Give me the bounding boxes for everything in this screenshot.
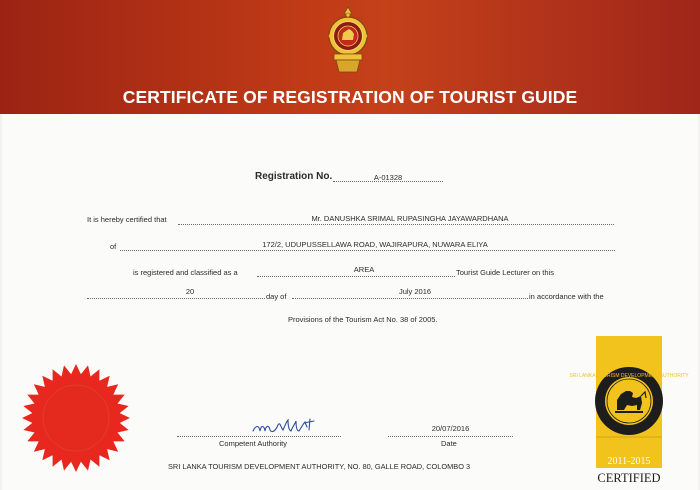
classification-line <box>257 276 455 277</box>
month-year: July 2016 <box>398 287 432 296</box>
day-line <box>87 298 265 299</box>
of-label: of <box>110 242 117 251</box>
national-emblem-icon <box>325 6 371 76</box>
day-value: 20 <box>185 287 195 296</box>
badge-years: 2011-2015 <box>607 456 651 467</box>
registration-number: A-01328 <box>373 173 403 182</box>
date-value: 20/07/2016 <box>431 424 470 433</box>
authority-footer: SRI LANKA TOURISM DEVELOPMENT AUTHORITY, NO. 80, GALLE ROAD, COLOMBO 3 <box>168 462 471 471</box>
badge-ring-text: SRI LANKA TOURISM DEVELOPMENT AUTHORITY <box>569 373 689 379</box>
authority-line <box>177 436 341 437</box>
authority-label: Competent Authority <box>219 439 287 448</box>
certify-text: It is hereby certified that <box>87 215 167 224</box>
certificate-header <box>0 0 700 114</box>
role-text: Tourist Guide Lecturer on this <box>456 268 554 277</box>
address-line <box>120 250 615 251</box>
signature <box>250 416 320 438</box>
registration-label: Registration No. <box>255 171 333 182</box>
seal-icon <box>20 362 132 474</box>
day-label: day of <box>266 292 287 301</box>
act-text: Provisions of the Tourism Act No. 38 of 2005. <box>288 315 438 324</box>
date-line <box>388 436 513 437</box>
name-line <box>178 224 614 225</box>
date-label: Date <box>441 439 457 448</box>
badge-certified: CERTIFIED <box>597 471 661 485</box>
accordance-text: in accordance with the <box>529 292 604 301</box>
guide-name: Mr. DANUSHKA SRIMAL RUPASINGHA JAYAWARDHANA <box>311 214 509 223</box>
month-line <box>292 298 528 299</box>
classification-value: AREA <box>353 265 375 274</box>
certified-badge <box>569 336 689 488</box>
certificate-title: CERTIFICATE OF REGISTRATION OF TOURIST GUIDE <box>122 87 578 107</box>
registered-text: is registered and classified as a <box>133 268 238 277</box>
guide-address: 172/2, UDUPUSSELLAWA ROAD, WAJIRAPURA, NUWARA ELIYA <box>262 240 488 249</box>
